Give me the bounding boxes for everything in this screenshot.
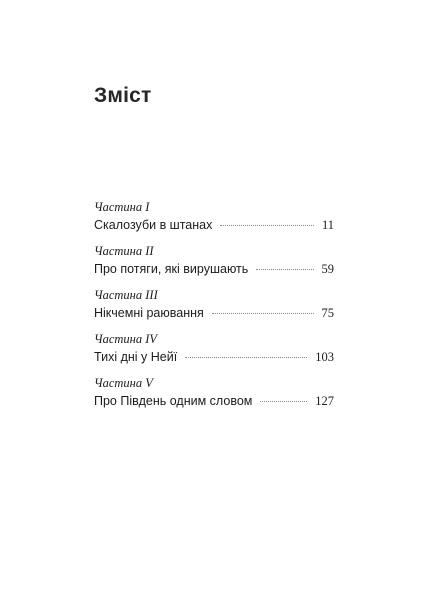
toc-entry-2 — [94, 244, 334, 288]
part-label: Частина III — [94, 288, 158, 302]
chapter-title: Скалозуби в штанах — [94, 218, 213, 232]
part-label: Частина V — [94, 376, 153, 390]
page-number: 127 — [315, 394, 334, 408]
page-number: 75 — [321, 306, 334, 320]
toc-line — [94, 217, 334, 233]
part-label: Частина IV — [94, 332, 158, 346]
page-number: 59 — [321, 262, 334, 276]
dot-leader — [212, 313, 314, 314]
toc-entry-4 — [94, 332, 334, 376]
chapter-title: Тихі дні у Нейї — [94, 350, 178, 364]
dot-leader — [220, 225, 314, 226]
page-number: 11 — [321, 218, 334, 232]
page-title: Зміст — [94, 84, 152, 107]
toc-entry-1 — [94, 200, 334, 244]
chapter-title: Про потяги, які вирушають — [94, 262, 249, 276]
part-label: Частина II — [94, 244, 154, 258]
dot-leader — [260, 401, 307, 402]
toc-line — [94, 393, 334, 409]
dot-leader — [185, 357, 307, 358]
toc-line — [94, 349, 334, 365]
dot-leader — [256, 269, 313, 270]
toc-entry-3 — [94, 288, 334, 332]
toc-entry-5 — [94, 376, 334, 420]
toc-line — [94, 261, 334, 277]
page-number: 103 — [315, 350, 334, 364]
part-label: Частина I — [94, 200, 150, 214]
toc-line — [94, 305, 334, 321]
chapter-title: Нікчемні раювання — [94, 306, 204, 320]
chapter-title: Про Південь одним словом — [94, 394, 253, 408]
table-of-contents — [94, 200, 334, 420]
